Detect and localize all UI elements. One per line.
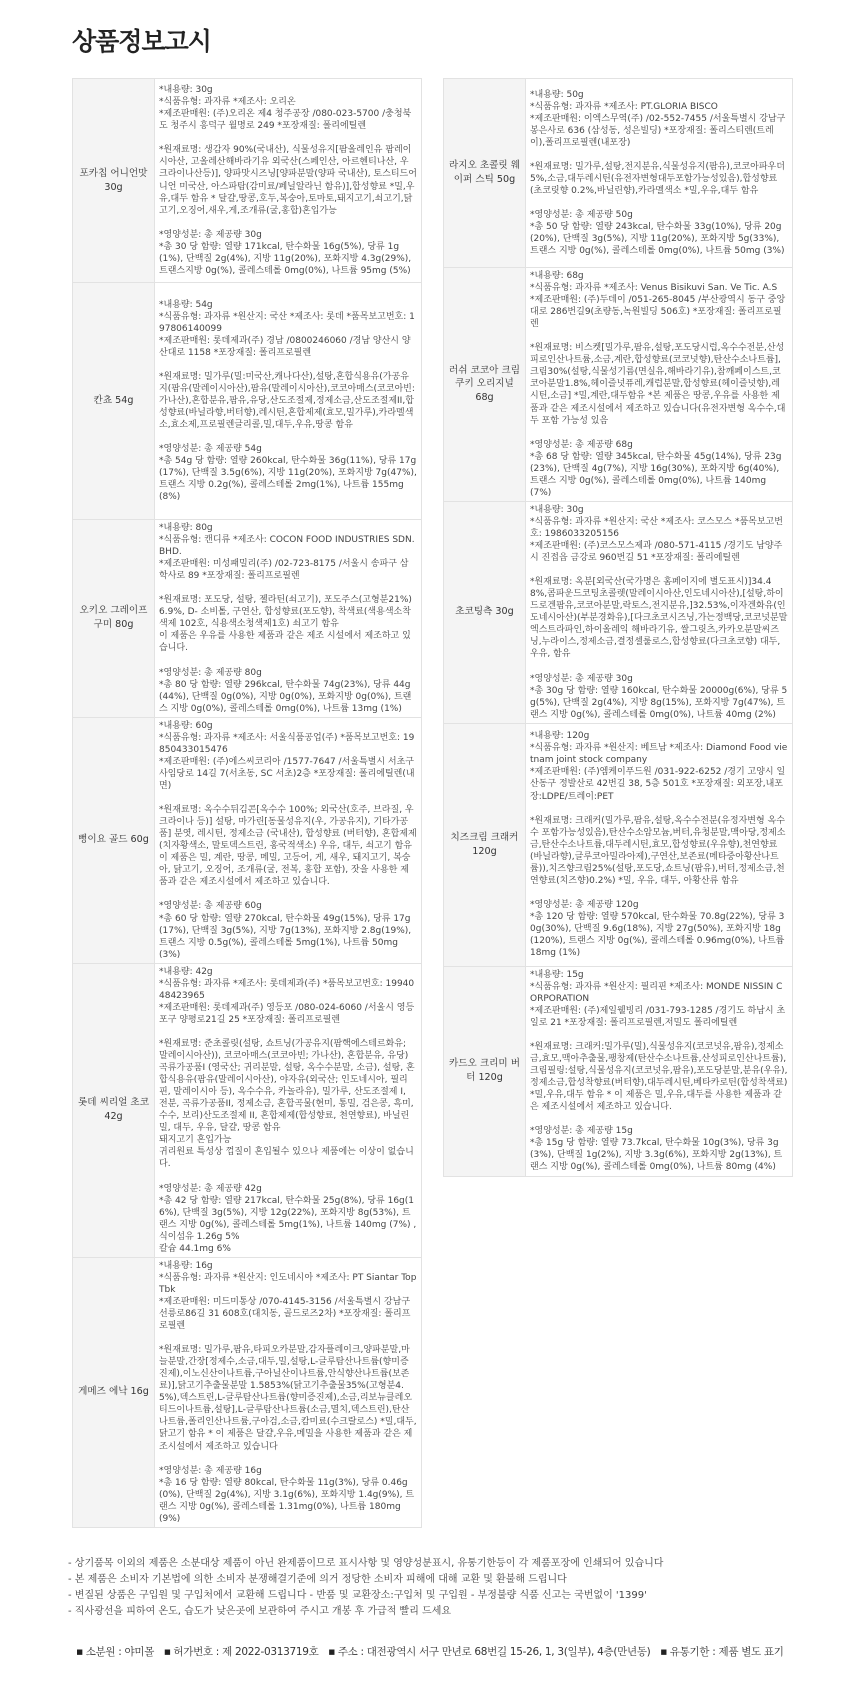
product-info-table-left — [72, 78, 422, 1528]
footer-item — [328, 1646, 650, 1658]
footer-item — [660, 1646, 783, 1658]
product-detail: *내용량: 30g *식품유형: 과자류 *원산지: 국산 *제조사: 코스모스 *품목보고번호: 1986033205156 *제조판매원: (주)코스모스제과 /080-571-4115 /경기도 남양주시 진접읍 금강로 960번길 51 *포장재질: 폴리에틸렌 *원재료명: 옥분[외국산(국가명은 홈페이지에 별도표시)]34.48%,콤파운드코팅초콜렛(말레이시아산,인도네시아산),[설탕,하이드로겐팜유,코코아분말,락토스,전지분유,]32.53%,이자겐화유(인도네시아산)(부분경화유),[다크초코시즈닝,가는정백당,코코넛분말엑스트라파인,하이올레익 해바라기유, 쌀그릿츠,카카오분말씨즈닝,누라이스,정제소금,결정셀룰로스,합성향료(다크초코향) 대두,우유, 함유 *영양성분: 총 제공량 30g *총 30g 당 함량: 열량 160kcal, 탄수화물 20000g(6%), 당류 5g(5%), 단백질 2g(4%), 지방 8g(15%), 포화지방 7g(47%), 트랜스 지방 0g(%), 콜레스테롤 0mg(0%), 나트륨 40mg (2%) — [526, 501, 793, 723]
product-detail: *내용량: 80g *식품유형: 캔디류 *제조사: COCON FOOD INDUSTRIES SDN.BHD. *제조판매원: 미성패밀리(주) /02-723-8175 /서울시 송파구 삼학사로 89 *포장재질: 폴리프로필렌 *원재료명: 포도당, 설탕, 젤라틴(쇠고기), 포도주스(고형분21%) 6.9%, D- 소비톨, 구연산, 합성향료(포도향), 착색료(색용색소착색제 102호, 식용색소청색제1호) 쇠고기 함유 이 제품은 우유를 사용한 제품과 같은 제조 시설에서 제조하고 있습니다. *영양성분: 총 제공량 80g *총 80 당 함량: 열량 296kcal, 탄수화물 74g(23%), 당류 44g(44%), 단백질 0g(0%), 지방 0g(0%), 포화지방 0g(0%), 트랜스 지방 0g(0%), 콜레스테롤 0mg(0%), 나트륨 13mg (1%) — [155, 520, 422, 718]
footer-item-text: 주소 : 대전광역시 서구 만년로 68번길 15-26, 1, 3(일부), 4층(만년동) — [337, 1646, 651, 1658]
page-title: 상품정보고시 — [72, 27, 211, 56]
notice-list — [68, 1556, 828, 1620]
product-row — [73, 963, 422, 1257]
product-detail: *내용량: 54g *식품유형: 과자류 *원산지: 국산 *제조사: 롯데 *품목보고번호: 197806140099 *제조판매원: 롯데제과(주) 경남 /0800246060 /경남 양산시 양산대로 1158 *포장재질: 폴리프로필렌 *원재료명: 밀가루(밀:미국산,캐나다산),설탕,혼합식용유(가공유지(팜유(말레이시아산),팜유(말레이시아산),코코아매스(코코아빈:가나산),혼합분유,팜유,유당,산도조절제,정제소금,산도조절제II,합성향료(바닐라향,버터향),레시틴,혼합제제(효모,밀가루),카라멜색소,효소제,프로필렌글리콜,밀,대두,우유,땅콩 함유 *영양성분: 총 제공량 54g *총 54g 당 함량: 열량 260kcal, 탄수화물 36g(11%), 당류 17g(17%), 단백질 3.5g(6%), 지방 11g(20%), 포화지방 7g(47%), 트랜스 지방 0.2g(%), 콜레스테롤 2mg(1%), 나트륨 155mg (8%) — [155, 283, 422, 520]
square-bullet-icon: ■ — [76, 1648, 83, 1656]
product-detail: *내용량: 15g *식품유형: 과자류 *원산지: 필리핀 *제조사: MONDE NISSIN CORPORATION *제조판매원: (주)제일웰빙리 /031-793-1285 /경기도 하남시 초일로 21 *포장재질: 폴리프로필렌,저밀도 폴리에틸렌 *원재료명: 크래커:밀가루(밀),식물성유지(코코넛유,팜유),정제소금,효모,맥아추출물,팽창제(탄산수소나트륨,산성피로인산나트륨),크림필링:설탕,식물성유지(코코넛유,팜유),포도당분말,분유(우유),정제소금,합성착향료(버터향),대두레시틴,베타카로틴(합성착색료) *밀,우유,대두 함유 * 이 제품은 밀,우유,대두를 사용한 제품과 같은 제조시설에서 제조하고 있습니다. *영양성분: 총 제공량 15g *총 15g 당 함량: 열량 73.7kcal, 탄수화물 10g(3%), 당류 3g(3%), 단백질 1g(2%), 지방 3.3g(6%), 포화지방 2g(13%), 트랜스 지방 0g(%), 콜레스테롤 0mg(0%), 나트륨 80mg (4%) — [526, 966, 793, 1176]
right-column — [443, 78, 793, 1177]
product-name: 포카칩 어니언맛 30g — [73, 79, 155, 283]
seller-footer — [0, 1644, 860, 1659]
product-row — [73, 1257, 422, 1527]
product-name: 칸쵸 54g — [73, 283, 155, 520]
product-name: 치즈크림 크래커 120g — [444, 723, 526, 966]
product-name: 러쉬 코코아 크림 쿠키 오리지널 68g — [444, 268, 526, 502]
footer-item — [164, 1646, 318, 1658]
product-detail: *내용량: 30g *식품유형: 과자류 *제조사: 오리온 *제조판매원: (주)오리온 제4 청주공장 /080-023-5700 /충청북도 청주시 흥덕구 월명로 249 *포장재질: 폴리에틸렌 *원재료명: 생감자 90%(국내산), 식물성유지[팜올레인유 팜레이시아산, 고올레산해바라기유 외국산(스페인산, 아르헨티나산, 우크라이나산등)], 양파맛시즈닝[양파분말(양파 국내산), 토스티드어니언 미국산, 아스파탐(감미료/페닐알라닌 함유)],합성향료 *밀,우유,대두 함유 * 달걀,땅콩,호두,복숭아,토마토,돼지고기,쇠고기,닭고기,오징어,새우,게,조개류(굴,홍합)혼입가능 *영양성분: 총 제공량 30g *총 30 당 함량: 열량 171kcal, 탄수화물 16g(5%), 당류 1g(1%), 단백질 2g(4%), 지방 11g(20%), 포화지방 4.3g(29%), 트랜스지방 0g(%), 콜레스테롤 0mg(0%), 나트륨 95mg (5%) — [155, 79, 422, 283]
product-name: 게메즈 에낙 16g — [73, 1257, 155, 1527]
notice-item: - 본 제품은 소비자 기본법에 의한 소비자 분쟁해결기준에 의거 정당한 소비자 피해에 대해 교환 및 환불해 드립니다 — [68, 1574, 567, 1585]
product-row — [444, 268, 793, 502]
product-name: 롯데 씨리얼 초코 42g — [73, 963, 155, 1257]
product-name: 초코팅측 30g — [444, 501, 526, 723]
product-name: 카드오 크리미 버터 120g — [444, 966, 526, 1176]
footer-item-text: 소분원 : 야미몰 — [85, 1646, 155, 1658]
square-bullet-icon: ■ — [328, 1648, 335, 1656]
product-detail: *내용량: 50g *식품유형: 과자류 *제조사: PT.GLORIA BISCO *제조판매원: 이엑스무역(주) /02-552-7455 /서울특별시 강남구 봉은사로 636 (삼성동, 성은빌딩) *포장재질: 폴리스티렌(트레이),폴리프로필렌(내포장) *원재료명: 밀가루,설탕,전지분유,식물성유지(팜유),코코아파우더 5%,소금,대두레시틴(유전자변형대두포함가능성있음),합성향료(초코릿향 0.2%,바닐린향),카라멜색소 *밀,우유,대두 함유 *영양성분: 총 제공량 50g *총 50 당 함량: 열량 243kcal, 탄수화물 33g(10%), 당류 20g(20%), 단백질 3g(5%), 지방 11g(20%), 포화지방 5g(33%), 트랜스 지방 0g(%), 콜레스테롤 0mg(0%), 나트륨 50mg (3%) — [526, 79, 793, 268]
left-column — [72, 78, 422, 1528]
product-detail: *내용량: 60g *식품유형: 과자류 *제조사: 서울식품공업(주) *품목보고번호: 19850433015476 *제조판매원: (주)에스씨코리아 /1577-7647 /서울특별시 서초구 사임당로 14길 7(서초동, SC 서초)2층 *포장재질: 폴리에틸렌(내면) *원재료명: 옥수수뒤김콘[옥수수 100%; 외국산(호주, 브라질, 우크라이나 등)] 설탕, 마가린[동물성유지(우, 가공유지), 기타가공품] 분엿, 레시틴, 정제소금 (국내산), 합성향료 (버터향), 혼합제제(치자황색소, 말토덱스트린, 홍국적색소) 우유, 대두, 쇠고기 함유 이 제품은 밀, 계란, 땅콩, 메밀, 고등어, 게, 새우, 돼지고기, 복숭아, 닭고기, 오징어, 조개류(굴, 전복, 홍합 포함), 잣을 사용한 제품과 같은 제조시설에서 제조하고 있습니다. *영양성분: 총 제공량 60g *총 60 당 함량: 열량 270kcal, 탄수화물 49g(15%), 당류 17g(17%), 단백질 3g(5%), 지방 7g(13%), 포화지방 2.8g(19%), 트랜스 지방 0.5g(%), 콜레스테롤 5mg(1%), 나트륨 50mg (3%) — [155, 717, 422, 963]
product-row — [444, 501, 793, 723]
notice-item: - 변질된 상품은 구입원 및 구입처에서 교환해 드립니다 - 반품 및 교환장소:구입처 및 구입원 - 부정불량 식품 신고는 국번없이 '1399' — [68, 1590, 647, 1601]
product-row — [73, 79, 422, 283]
footer-item-text: 허가번호 : 제 2022-0313719호 — [173, 1646, 319, 1658]
footer-item-text: 유통기한 : 제품 별도 표기 — [669, 1646, 784, 1658]
product-row — [73, 717, 422, 963]
product-detail: *내용량: 42g *식품유형: 과자류 *제조사: 롯데제과(주) *품목보고번호: 1994048423965 *제조판매원: 롯데제과(주) 영등포 /080-024-6060 /서울시 영등포구 양평로21길 25 *포장재질: 폴리프로필렌 *원재료명: 준초콜릿(설탕, 쇼트닝(가공유지(팜핵에스테르화유; 말레이시아산)), 코코아매스(코코아빈; 가나산), 혼합분유, 유당) 곡류가공품I (영국산; 귀리분말, 설탕, 옥수수분말, 소금), 설탕, 혼합식용유(팜유(말레이시아산), 야자유(외국산; 인도네시아, 필리핀, 말레이시아 등), 옥수수유, 카놀라유), 밀가루, 산도조절제 I, 전분, 곡류가공품II, 정제소금, 혼합곡물(현미, 통밀, 검은콩, 흑미, 수수, 보리)산도조절제 II, 혼합제제(합성향료, 천연향료), 바닐린 밀, 대두, 우유, 달걀, 땅콩 함유 돼지고기 혼입가능 귀리원료 특성상 껍질이 혼입될수 있으나 제품에는 이상이 없습니다. *영양성분: 총 제공량 42g *총 42 당 함량: 열량 217kcal, 탄수화물 25g(8%), 당류 16g(16%), 단백질 3g(5%), 지방 12g(22%), 포화지방 8g(53%), 트랜스 지방 0g(%), 콜레스테롤 5mg(1%), 나트륨 140mg (7%) , 식이섬유 1.26g 5% 칼슘 44.1mg 6% — [155, 963, 422, 1257]
footer-item — [76, 1646, 154, 1658]
square-bullet-icon: ■ — [164, 1648, 171, 1656]
product-row — [444, 966, 793, 1176]
notice-item: - 직사광선을 피하여 온도, 습도가 낮은곳에 보관하여 주시고 개봉 후 가급적 빨리 드세요 — [68, 1606, 452, 1617]
product-detail: *내용량: 68g *식품유형: 과자류 *제조사: Venus Bisikuvi San. Ve Tic. A.S *제조판매원: (주)두데이 /051-265-8045 /부산광역시 동구 중앙대로 286번길9(초량동,녹원빌딩 506호) *포장재질: 폴리프로필렌 *원재료명: 비스켓[밀가루,팜유,설탕,포도당시럽,옥수수전분,산성피로인산나트륨,소금,계란,합성향료(코코넛향),탄산수소나트륨],크림30%(설탕,식물성기름(면실유,해바라기유),참깨페이스트,코코아분말1.8%,헤이즐넛퓨레,캐럽분말,합성향료(헤이즐넛향),레시틴,소금] *밀,계란,대두함유 *본 제품은 땅콩,우유를 사용한 제품과 같은 제조시설에서 제조하고 있습니다(유전자변형 옥수수,대두 포함 가능성 있음 *영양성분: 총 제공량 68g *총 68 당 함량: 열량 345kcal, 탄수화물 45g(14%), 당류 23g(23%), 단백질 4g(7%), 지방 16g(30%), 포화지방 6g(40%), 트랜스 지방 0g(%), 콜레스테롤 0mg(0%), 나트륨 140mg (7%) — [526, 268, 793, 502]
product-row — [444, 723, 793, 966]
product-row — [73, 283, 422, 520]
notice-item: - 상기품목 이외의 제품은 소분대상 제품이 아닌 완제품이므로 표시사항 및 영양성분표시, 유통기한등이 각 제품포장에 인쇄되어 있습니다 — [68, 1558, 664, 1569]
product-detail: *내용량: 16g *식품유형: 과자류 *원산지: 인도네시아 *제조사: PT Siantar Top Tbk *제조판매원: 미드미통상 /070-4145-3156 /서울특별시 강남구 선릉로86길 31 608호(대치동, 골드로즈2차) *포장재질: 폴리프로필렌 *원재료명: 밀가루,팜유,타피오카분말,감자플레이크,양파분말,마늘분말,간장[정제수,소금,대두,밀,설탕,L-글루탐산나트륨(향미증진제),이노신산이나트륨,구아닐산이나트륨,안식향산나트륨(보존료)],닭고기추출물분말 1.5853%(닭고기추출물35%(고형분4.5%),덱스트린,L-글루탐산나트륨(향미증진제),소금,리보뉴클레오티드이나트륨,설탕],L-글루탐산나트륨(소금,멸치,덱스트린),탄산나트륨,폴리인산나트륨,구아검,소금,캄미료(수크랄로스) *밀,대두,닭고기 함유 * 이 제품은 달걀,우유,메밀을 사용한 제품과 같은 제조시설에서 제조하고 있습니다 *영양성분: 총 제공량 16g *총 16 당 함량: 열량 80kcal, 탄수화물 11g(3%), 당류 0.46g(0%), 단백질 2g(4%), 지방 3.1g(6%), 포화지방 1.4g(9%), 트랜스 지방 0g(%), 콜레스테롤 1.31mg(0%), 나트륨 180mg (9%) — [155, 1257, 422, 1527]
product-row — [73, 520, 422, 718]
product-name: 뻥이요 골드 60g — [73, 717, 155, 963]
square-bullet-icon: ■ — [660, 1648, 667, 1656]
product-row — [444, 79, 793, 268]
product-detail: *내용량: 120g *식품유형: 과자류 *원산지: 베트남 *제조사: Diamond Food vietnam joint stock company *제조판매원: (주)엠케이푸드원 /031-922-6252 /경기 고양시 일산동구 정발산로 42번길 38, 5층 501호 *포장재질: 외포장,내포장:LDPE/트레이:PET *원재료명: 크래커(밀가루,팜유,설탕,옥수수전분(유정자변형 옥수수 포함가능성있음),탄산수소암모늄,버터,유청분말,맥아당,정제소금,탄산수소나트륨,대두레시틴,효모,합성향료(우유향),천연향료(바닐라향),글루코아밀라아제),구연산,보존료(메타중아황산나트륨)),치즈향크림25%(설탕,포도당,쇼트닝(팜유),버터,정제소금,천연향료(치즈향)0.2%) *밀, 우유, 대두, 아황산류 함유 *영양성분: 총 제공량 120g *총 120 당 함량: 열량 570kcal, 탄수화물 70.8g(22%), 당류 30g(30%), 단백질 9.6g(18%), 지방 27g(50%), 포화지방 18g(120%), 트랜스 지방 0g(%), 콜레스테롤 0.96mg(0%), 나트륨 18mg (1%) — [526, 723, 793, 966]
product-info-table-right — [443, 78, 793, 1177]
product-name: 라지오 초콜릿 웨이퍼 스틱 50g — [444, 79, 526, 268]
product-name: 오키오 그레이프 구미 80g — [73, 520, 155, 718]
